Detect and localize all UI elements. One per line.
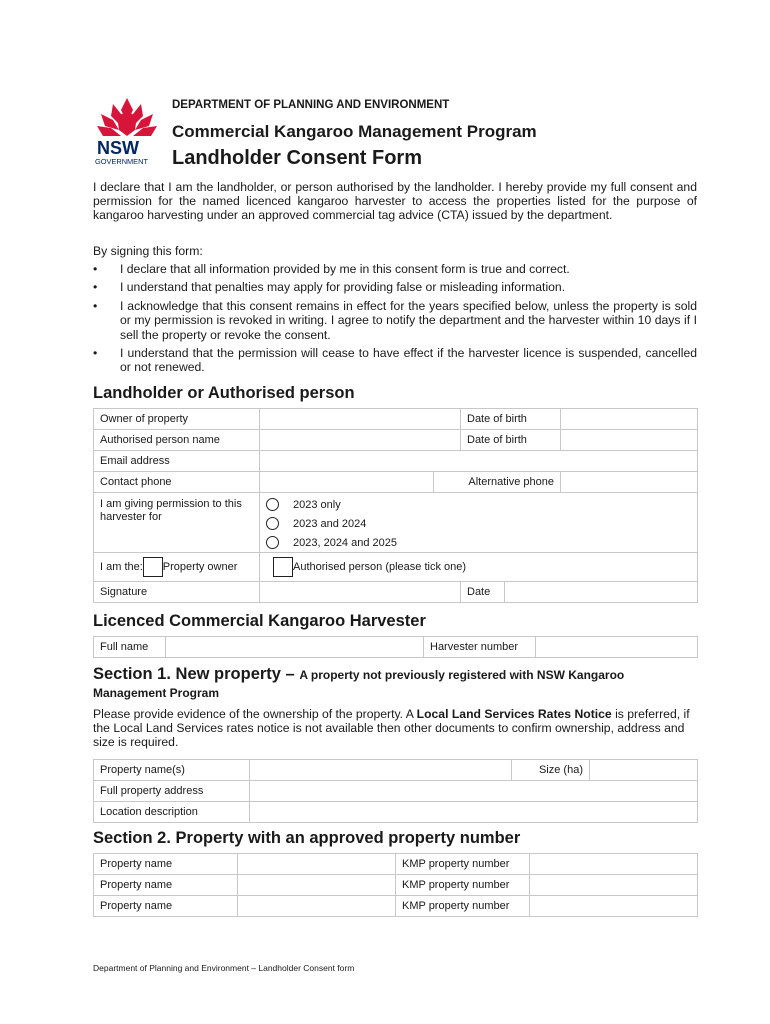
section1-subtitle: A property not previously registered with NSW Kangaroo Management Program (93, 668, 625, 700)
authorised-option-cell (260, 553, 698, 582)
full-name-field[interactable] (166, 637, 424, 658)
kmp-number-field[interactable] (530, 896, 698, 917)
property-name-label: Property name (94, 896, 238, 917)
property-names-label: Property name(s) (94, 760, 250, 781)
owner-field[interactable] (260, 409, 461, 430)
dob2-field[interactable] (561, 430, 698, 451)
location-field[interactable] (250, 802, 698, 823)
harvester-number-field[interactable] (536, 637, 698, 658)
kmp-number-label: KMP property number (396, 896, 530, 917)
list-item: • I declare that all information provided by me in this consent form is true and correct. (93, 262, 697, 276)
permission-label: I am giving permission to this harvester for (94, 493, 260, 553)
dob-field[interactable] (561, 409, 698, 430)
intro-declaration: I declare that I am the landholder, or person authorised by the landholder. I hereby provide my full consent and permission for the named licenced kangaroo harvester to access the properties listed for the purpose of kangaroo harvesting under an approved commercial tag advice (CTA) issued by the department. (93, 180, 697, 223)
landholder-table (93, 408, 698, 603)
nsw-government-logo (93, 96, 161, 166)
logo-word: NSW (97, 138, 139, 158)
alt-phone-field[interactable] (561, 472, 698, 493)
date-label: Date (461, 582, 505, 602)
list-item: • I acknowledge that this consent remains in effect for the years specified below, unless the property is sold or my permission is revoked in writing. I agree to notify the department and the harvester within 10 days if I sell the property or revoke the consent. (93, 299, 697, 342)
permission-options (260, 493, 698, 553)
contact-label: Contact phone (94, 472, 260, 493)
property-name-field[interactable] (238, 896, 396, 917)
section1-heading (93, 666, 697, 702)
section2-table (93, 853, 698, 917)
rates-notice-text: Local Land Services Rates Notice (416, 707, 612, 721)
signature-label: Signature (94, 582, 260, 603)
contact-field[interactable] (260, 472, 434, 493)
email-field[interactable] (260, 451, 698, 472)
full-name-label: Full name (94, 637, 166, 658)
program-name: Commercial Kangaroo Management Program (172, 122, 537, 141)
address-field[interactable] (250, 781, 698, 802)
department-name: DEPARTMENT OF PLANNING AND ENVIRONMENT (172, 99, 450, 111)
authorised-field[interactable] (260, 430, 461, 451)
alt-phone-label: Alternative phone (434, 472, 561, 493)
kmp-number-label: KMP property number (396, 875, 530, 896)
declaration-list (93, 262, 697, 379)
list-item: • I understand that the permission will cease to have effect if the harvester licence is suspended, cancelled or not renewed. (93, 346, 697, 375)
harvester-number-label: Harvester number (424, 637, 536, 658)
option-label: 2023 only (293, 498, 341, 511)
dob-label: Date of birth (461, 409, 561, 430)
size-field[interactable] (590, 760, 698, 781)
size-label: Size (ha) (512, 760, 590, 781)
kmp-number-label: KMP property number (396, 854, 530, 875)
section1-table (93, 759, 698, 823)
location-label: Location description (94, 802, 250, 823)
iam-label: I am the: (100, 560, 143, 573)
harvester-table (93, 636, 698, 658)
iam-cell (94, 553, 260, 582)
logo-sub: GOVERNMENT (95, 157, 148, 166)
option-label: 2023, 2024 and 2025 (293, 536, 397, 549)
signature-field[interactable] (260, 582, 461, 603)
property-name-field[interactable] (238, 875, 396, 896)
date-cell (461, 582, 698, 603)
email-label: Email address (94, 451, 260, 472)
table-row (94, 854, 698, 875)
property-names-field[interactable] (250, 760, 512, 781)
dob2-label: Date of birth (461, 430, 561, 451)
landholder-heading: Landholder or Authorised person (93, 384, 355, 402)
kmp-number-field[interactable] (530, 875, 698, 896)
radio-button[interactable] (266, 498, 279, 511)
kmp-number-field[interactable] (530, 854, 698, 875)
radio-button[interactable] (266, 536, 279, 549)
property-owner-label: Property owner (162, 560, 238, 573)
property-name-field[interactable] (238, 854, 396, 875)
table-row (94, 896, 698, 917)
option-row[interactable] (266, 495, 691, 514)
section2-heading: Section 2. Property with an approved property number (93, 829, 521, 847)
option-row[interactable] (266, 514, 691, 533)
owner-label: Owner of property (94, 409, 260, 430)
harvester-heading: Licenced Commercial Kangaroo Harvester (93, 612, 426, 630)
table-row (94, 875, 698, 896)
authorised-person-label: Authorised person (please tick one) (293, 560, 467, 573)
property-name-label: Property name (94, 875, 238, 896)
page-footer: Department of Planning and Environment – Landholder Consent form (93, 963, 355, 973)
property-owner-checkbox[interactable] (143, 557, 163, 577)
property-name-label: Property name (94, 854, 238, 875)
section1-title: Section 1. New property – (93, 665, 295, 683)
option-label: 2023 and 2024 (293, 517, 367, 530)
signing-lead: By signing this form: (93, 244, 203, 258)
address-label: Full property address (94, 781, 250, 802)
list-item: • I understand that penalties may apply for providing false or misleading information. (93, 280, 697, 294)
waratah-icon (93, 96, 161, 166)
authorised-person-checkbox[interactable] (273, 557, 293, 577)
form-title: Landholder Consent Form (172, 147, 422, 169)
option-row[interactable] (266, 533, 691, 552)
section1-instructions: Please provide evidence of the ownership of the property. A Local Land Services Rates Notice is preferred, if the Local Land Services rates notice is not available then other documents to confirm ownership, address and size is required. (93, 707, 690, 750)
authorised-label: Authorised person name (94, 430, 260, 451)
radio-button[interactable] (266, 517, 279, 530)
